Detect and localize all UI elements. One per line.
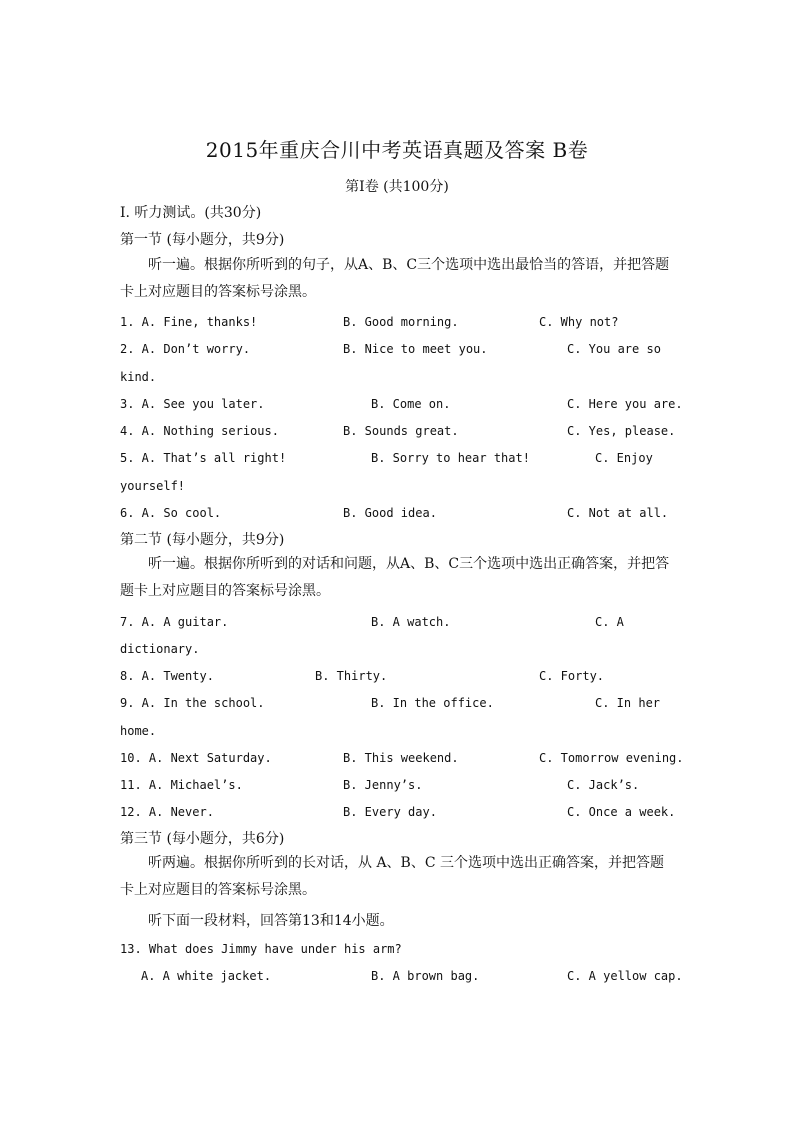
q5-option-b: B. Sorry to hear that!	[371, 451, 530, 465]
section1-instruction: 听一遍。根据你所听到的句子，从A、B、C三个选项中选出最恰当的答语，并把答题卡上对应题目的答案标号涂黑。	[120, 257, 670, 300]
q7-option-c: C. A	[595, 615, 624, 629]
question-5	[120, 451, 680, 471]
q10-option-a: 10. A. Next Saturday.	[120, 751, 272, 765]
q12-option-a: 12. A. Never.	[120, 805, 214, 819]
section3-instruction: 听两遍。根据你所听到的长对话，从 A、B、C 三个选项中选出正确答案，并把答题卡上对应题目的答案标号涂黑。	[120, 855, 665, 898]
q2-option-a: 2. A. Don’t worry.	[120, 342, 251, 356]
q7-option-b: B. A watch.	[371, 615, 451, 629]
question-3	[120, 397, 683, 417]
q10-option-c: C. Tomorrow evening.	[539, 751, 684, 765]
q13-option-c: C. A yellow cap.	[567, 969, 683, 983]
q7-option-c-continued: dictionary.	[120, 642, 200, 656]
q8-option-b: B. Thirty.	[315, 669, 388, 683]
q6-option-a: 6. A. So cool.	[120, 506, 222, 520]
q3-option-a: 3. A. See you later.	[120, 397, 265, 411]
q8-option-c: C. Forty.	[539, 669, 605, 683]
question-10	[120, 751, 684, 771]
q5-option-c: C. Enjoy	[595, 451, 653, 465]
section3-heading: 第三节 (每小题分，共6分)	[120, 831, 285, 847]
section1-heading: 第一节 (每小题分，共9分)	[120, 232, 285, 248]
q6-option-c: C. Not at all.	[567, 506, 669, 520]
question-12	[120, 805, 680, 825]
question-13-stem: 13. What does Jimmy have under his arm?	[120, 942, 402, 956]
q9-option-a: 9. A. In the school.	[120, 696, 265, 710]
page-title: 2015年重庆合川中考英语真题及答案 B卷	[205, 138, 589, 162]
q10-option-b: B. This weekend.	[343, 751, 459, 765]
q4-option-c: C. Yes, please.	[567, 424, 676, 438]
question-4	[120, 424, 680, 444]
q2-option-c: C. You are so	[567, 342, 661, 356]
section2-instruction: 听一遍。根据你所听到的对话和问题，从A、B、C三个选项中选出正确答案，并把答题卡上对应题目的答案标号涂黑。	[120, 556, 670, 599]
q13-option-b: B. A brown bag.	[371, 969, 480, 983]
q12-option-b: B. Every day.	[343, 805, 437, 819]
question-2	[120, 342, 680, 362]
q9-option-c: C. In her	[595, 696, 661, 710]
question-11	[120, 778, 680, 798]
q11-option-b: B. Jenny’s.	[343, 778, 423, 792]
q11-option-c: C. Jack’s.	[567, 778, 640, 792]
q9-option-b: B. In the office.	[371, 696, 494, 710]
q9-option-c-continued: home.	[120, 724, 157, 738]
q4-option-a: 4. A. Nothing serious.	[120, 424, 279, 438]
q7-option-a: 7. A. A guitar.	[120, 615, 229, 629]
q5-option-a: 5. A. That’s all right!	[120, 451, 287, 465]
q3-option-b: B. Come on.	[371, 397, 451, 411]
question-1	[120, 315, 680, 335]
q4-option-b: B. Sounds great.	[343, 424, 459, 438]
section3-intro: 听下面一段材料，回答第13和14小题。	[148, 913, 394, 929]
question-6	[120, 506, 680, 526]
question-7	[120, 615, 680, 635]
q1-option-c: C. Why not?	[539, 315, 619, 329]
q2-option-b: B. Nice to meet you.	[343, 342, 488, 356]
question-13	[120, 969, 683, 989]
q13-option-a: A. A white jacket.	[141, 969, 272, 983]
question-8	[120, 669, 680, 689]
page-subtitle: 第Ⅰ卷 (共100分)	[345, 179, 449, 195]
q11-option-a: 11. A. Michael’s.	[120, 778, 243, 792]
q1-option-b: B. Good morning.	[343, 315, 459, 329]
q1-option-a: 1. A. Fine, thanks!	[120, 315, 258, 329]
q6-option-b: B. Good idea.	[343, 506, 437, 520]
q2-option-c-continued: kind.	[120, 370, 157, 384]
q5-option-c-continued: yourself!	[120, 479, 186, 493]
question-9	[120, 696, 680, 716]
section2-heading: 第二节 (每小题分，共9分)	[120, 532, 285, 548]
q8-option-a: 8. A. Twenty.	[120, 669, 214, 683]
q12-option-c: C. Once a week.	[567, 805, 676, 819]
q3-option-c: C. Here you are.	[567, 397, 683, 411]
part1-heading: I. 听力测试。(共30分)	[120, 205, 262, 221]
